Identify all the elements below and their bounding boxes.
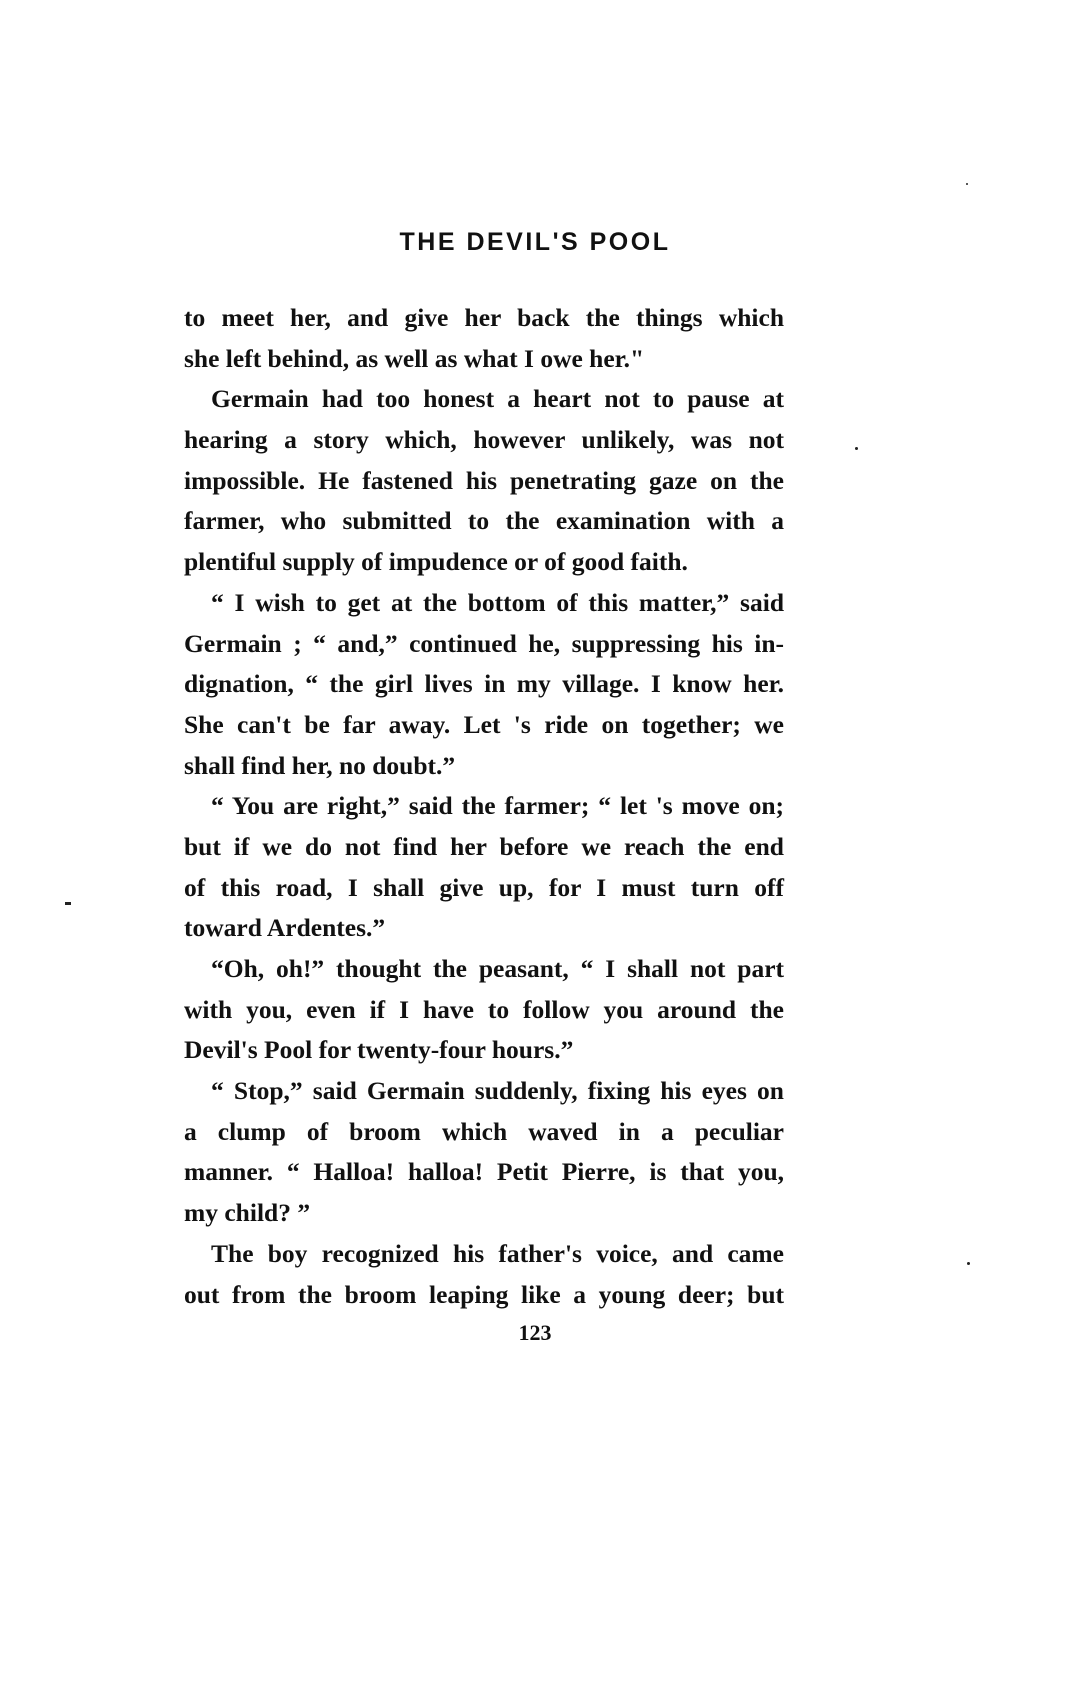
scan-speck [855,447,858,450]
text-line: “Oh, oh!” thought the peasant, “ I shall not part [211,954,784,983]
page-body-text [184,298,784,1315]
text-line: plentiful supply of impudence or of good faith. [184,547,688,577]
text-line: toward Ardentes.” [184,913,386,943]
text-line: Devil's Pool for twenty-four hours.” [184,1035,574,1065]
running-header: THE DEVIL'S POOL [399,228,671,256]
text-line: of this road, I shall give up, for I must turn off [184,872,784,902]
text-line: hearing a story which, however unlikely, was not [184,425,784,455]
scan-speck [967,1262,970,1265]
text-line: but if we do not find her before we reach the end [184,831,784,861]
text-line: The boy recognized his father's voice, and came [211,1238,784,1268]
text-line: Germain ; “ and,” continued he, suppressing his in- [184,628,784,658]
text-line: a clump of broom which waved in a peculiar [184,1116,784,1146]
scan-speck [65,902,71,905]
text-line: my child? ” [184,1198,311,1228]
text-line: manner. “ Halloa! halloa! Petit Pierre, is that you, [184,1157,784,1187]
text-line: impossible. He fastened his penetrating gaze on the [184,465,784,495]
scan-speck [966,183,968,185]
text-line: out from the broom leaping like a young deer; but [184,1279,784,1309]
text-line: She can't be far away. Let 's ride on together; we [184,709,784,739]
text-line: to meet her, and give her back the things which [184,303,784,332]
text-line: dignation, “ the girl lives in my village. I know her. [184,669,784,699]
text-line: farmer, who submitted to the examination with a [184,506,784,536]
text-line: Germain had too honest a heart not to pause at [211,384,784,414]
page-number: 123 [518,1320,552,1345]
text-line: with you, even if I have to follow you around the [184,994,784,1024]
text-line: “ I wish to get at the bottom of this matter,” said [211,587,784,617]
text-line: “ Stop,” said Germain suddenly, fixing his eyes on [211,1076,784,1106]
text-line: she left behind, as well as what I owe her." [184,343,645,373]
text-line: shall find her, no doubt.” [184,750,456,780]
text-line: “ You are right,” said the farmer; “ let 's move on; [211,791,784,821]
